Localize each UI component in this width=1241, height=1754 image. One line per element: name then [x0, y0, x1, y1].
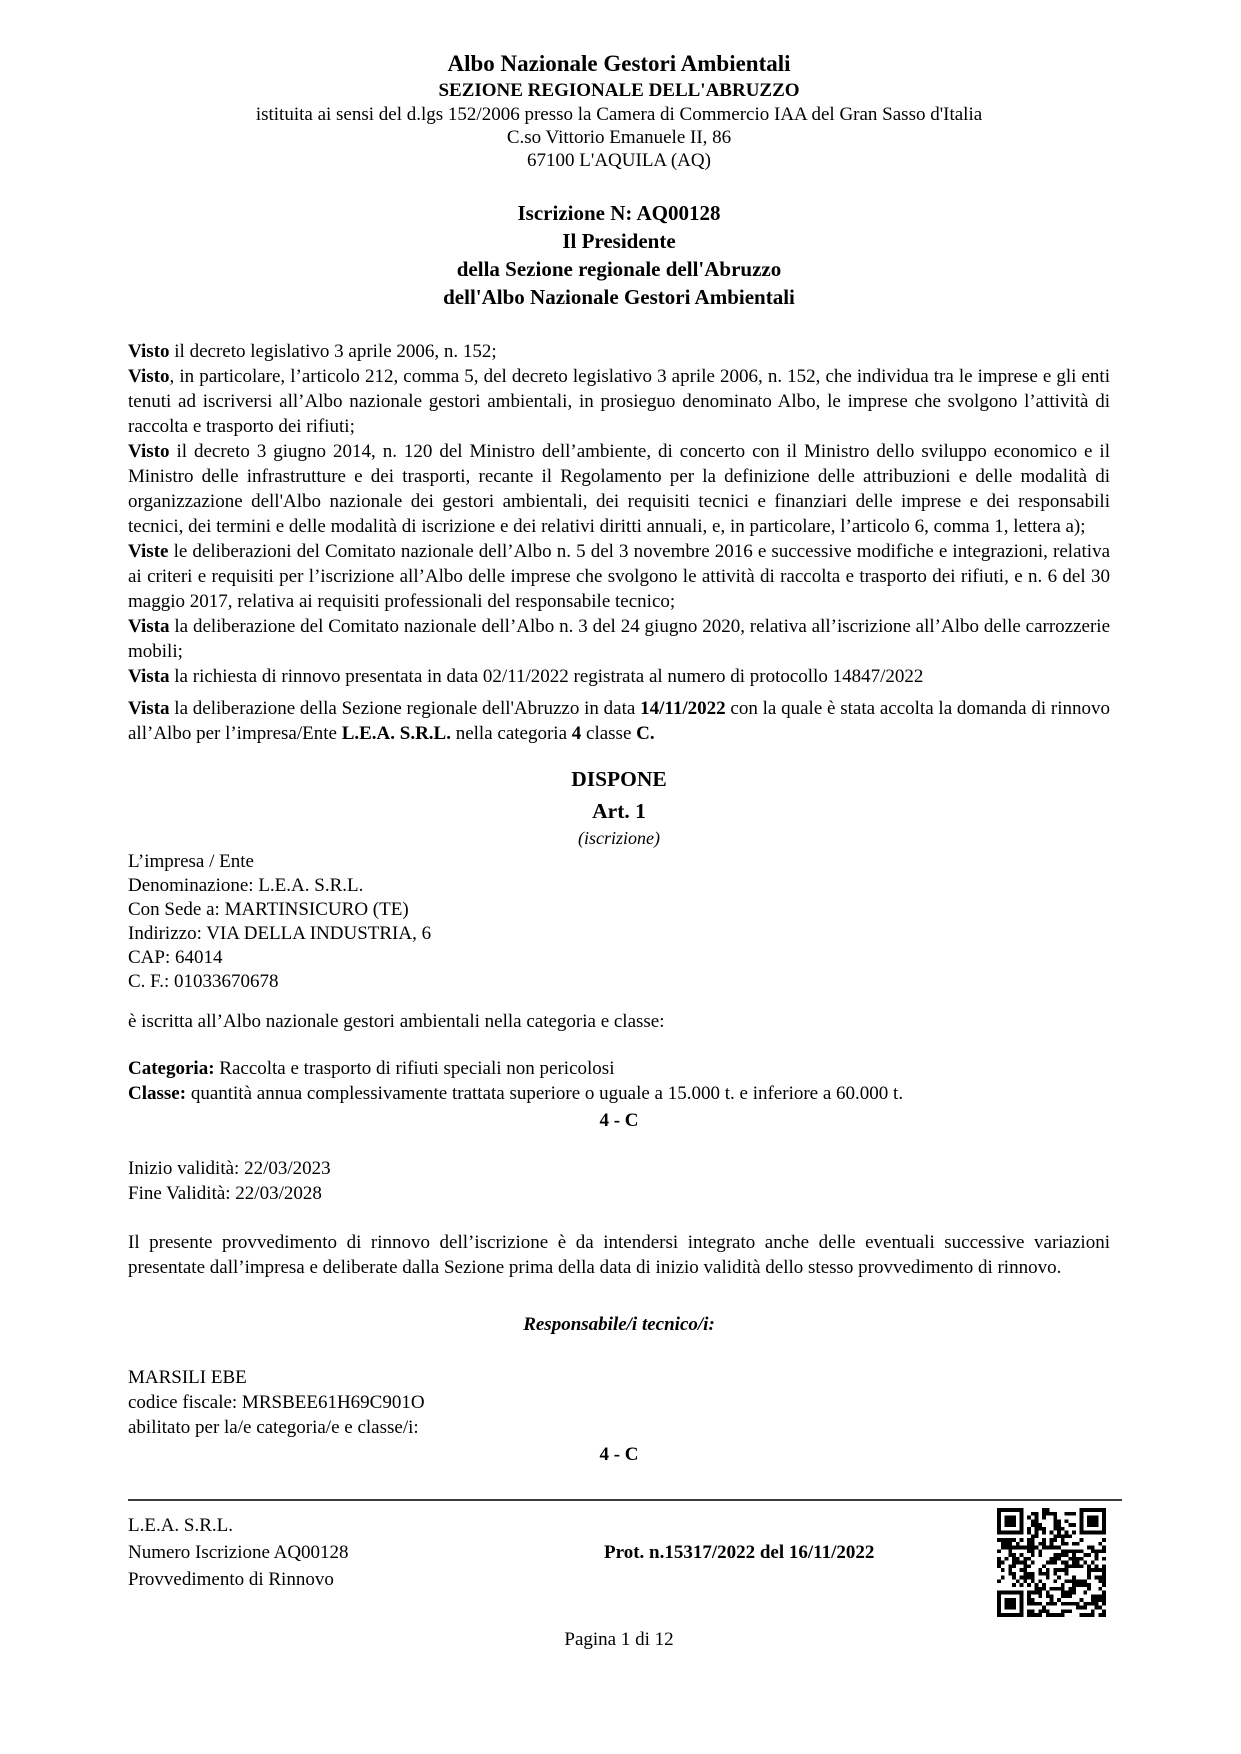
- company-intro: L’impresa / Ente: [128, 851, 254, 872]
- street-address: C.so Vittorio Emanuele II, 86: [506, 127, 732, 148]
- premise-paragraph: [128, 364, 1110, 439]
- manager-class-code: 4 - C: [599, 1444, 639, 1465]
- premise-lead: Visto: [128, 341, 170, 362]
- premise-text: la deliberazione del Comitato nazionale dell’Albo n. 3 del 24 giugno 2020, relativa all’iscrizione all’Albo delle carrozzerie mobili;: [128, 616, 1110, 662]
- manager-fiscal-code: codice fiscale: MRSBEE61H69C901O: [128, 1392, 425, 1413]
- premise-text: il decreto 3 giugno 2014, n. 120 del Ministro dell’ambiente, di concerto con il Ministro dello sviluppo economico e il Ministro delle infrastrutture e dei trasporti, recante il Regolamento per la definizione delle attribuzioni e delle modalità di organizzazione dell'Albo nazionale dei gestori ambientali, dei requisiti tecnici e finanziari delle imprese e dei responsabili tecnici, dei termini e delle modalità di iscrizione e dei relativi diritti annuali, e, in particolare, l’articolo 6, comma 1, lettera a);: [128, 441, 1110, 537]
- technical-manager-block: [128, 1365, 1110, 1440]
- organization-name: Albo Nazionale Gestori Ambientali: [447, 51, 791, 76]
- article-heading: Art. 1: [592, 799, 646, 823]
- validity-end: Fine Validità: 22/03/2028: [128, 1183, 322, 1204]
- validity-start: Inizio validità: 22/03/2023: [128, 1158, 331, 1179]
- establishment-line: istituita ai sensi del d.lgs 152/2006 presso la Camera di Commercio IAA del Gran Sasso d'Italia: [255, 104, 983, 125]
- article-subtitle: (iscrizione): [578, 828, 660, 848]
- premises-block: [128, 339, 1110, 746]
- premise-text: le deliberazioni del Comitato nazionale dell’Albo n. 5 del 3 novembre 2016 e successive modifiche e integrazioni, relativa ai criteri e requisiti per l’iscrizione all’Albo delle imprese che svolgono le attività di raccolta e trasporto dei rifiuti, e n. 6 del 30 maggio 2017, relativa ai requisiti professionali del responsabile tecnico;: [128, 541, 1110, 612]
- premise-paragraph: [128, 614, 1110, 664]
- premise-text: il decreto legislativo 3 aprile 2006, n. 152;: [169, 341, 497, 362]
- category-class-code: 4 - C: [599, 1110, 639, 1131]
- document-header: [128, 0, 1110, 172]
- premise-segment: la deliberazione della Sezione regionale dell'Abruzzo in data: [169, 698, 641, 719]
- registration-number: Iscrizione N: AQ00128: [517, 201, 721, 225]
- company-postal-code: CAP: 64014: [128, 947, 223, 968]
- premise-lead: Vista: [128, 666, 170, 687]
- premise-text: la richiesta di rinnovo presentata in data 02/11/2022 registrata al numero di protocollo 14847/2022: [169, 666, 924, 687]
- technical-manager-heading: Responsabile/i tecnico/i:: [523, 1314, 715, 1335]
- city-line: 67100 L'AQUILA (AQ): [527, 150, 711, 171]
- class-line: [128, 1081, 1110, 1106]
- company-block: [128, 850, 1110, 994]
- footer-protocol: Prot. n.15317/2022 del 16/11/2022: [604, 1542, 875, 1563]
- category-text: Raccolta e trasporto di rifiuti speciali non pericolosi: [214, 1058, 615, 1079]
- renewal-note: Il presente provvedimento di rinnovo dell’iscrizione è da intendersi integrato anche delle eventuali successive variazioni presentate dall’impresa e deliberate dalla Sezione prima della data di inizio validità dello stesso provvedimento di rinnovo.: [128, 1232, 1110, 1278]
- class-text: quantità annua complessivamente trattata superiore o uguale a 15.000 t. e inferiore a 60.000 t.: [186, 1083, 904, 1104]
- company-denomination: Denominazione: L.E.A. S.R.L.: [128, 875, 364, 896]
- premise-segment: 14/11/2022: [640, 698, 726, 719]
- company-seat: Con Sede a: MARTINSICURO (TE): [128, 899, 409, 920]
- dispone-section: [128, 763, 1110, 850]
- company-fiscal-code: C. F.: 01033670678: [128, 971, 279, 992]
- premise-lead: Viste: [128, 541, 169, 562]
- document-content: [128, 0, 1110, 1652]
- issuer-section: della Sezione regionale dell'Abruzzo: [456, 257, 782, 281]
- footer-company-name: L.E.A. S.R.L.: [128, 1515, 234, 1536]
- premise-lead: Visto: [128, 366, 170, 387]
- premise-segment: L.E.A. S.R.L.: [341, 723, 451, 744]
- regional-section: SEZIONE REGIONALE DELL'ABRUZZO: [438, 80, 800, 101]
- category-class-block: [128, 1056, 1110, 1106]
- class-label: Classe:: [128, 1083, 187, 1104]
- premise-paragraph: [128, 439, 1110, 539]
- registration-heading: [128, 199, 1110, 311]
- issuer-title: Il Presidente: [562, 229, 676, 253]
- premise-paragraph: [128, 664, 1110, 689]
- premise-text: , in particolare, l’articolo 212, comma 5, del decreto legislativo 3 aprile 2006, n. 152, che individua tra le imprese e gli enti tenuti ad iscriversi all’Albo nazionale gestori ambientali, in prosieguo denominato Albo, le imprese che svolgono l’attività di raccolta e trasporto dei rifiuti;: [128, 366, 1110, 437]
- category-line: [128, 1056, 1110, 1081]
- premise-lead: Vista: [128, 616, 170, 637]
- page-indicator: Pagina 1 di 12: [564, 1629, 674, 1650]
- premise-lead: Visto: [128, 441, 170, 462]
- registered-statement: è iscritta all’Albo nazionale gestori ambientali nella categoria e classe:: [128, 1011, 665, 1032]
- premise-segment: nella categoria: [450, 723, 572, 744]
- footer-registration: Numero Iscrizione AQ00128: [128, 1542, 349, 1563]
- premise-segment: Vista: [128, 698, 170, 719]
- qr-code-icon: [997, 1508, 1106, 1617]
- dispone-title: DISPONE: [571, 767, 667, 791]
- premise-segment: con la quale è stata accolta la domanda di rinnovo all’Albo per l’impresa/Ente: [128, 698, 1111, 744]
- page-footer: [128, 1501, 1110, 1632]
- premise-paragraph: [128, 339, 1110, 364]
- premise-segment: classe: [581, 723, 637, 744]
- premise-paragraph: [128, 539, 1110, 614]
- manager-enabled-for: abilitato per la/e categoria/e e classe/i:: [128, 1417, 419, 1438]
- premise-paragraph-final: [128, 696, 1110, 746]
- issuer-organization: dell'Albo Nazionale Gestori Ambientali: [443, 285, 795, 309]
- manager-name: MARSILI EBE: [128, 1367, 247, 1388]
- company-address: Indirizzo: VIA DELLA INDUSTRIA, 6: [128, 923, 432, 944]
- validity-block: [128, 1156, 1110, 1206]
- footer-provision: Provvedimento di Rinnovo: [128, 1569, 334, 1590]
- premise-segment: C.: [636, 723, 655, 744]
- category-label: Categoria:: [128, 1058, 215, 1079]
- premise-segment: 4: [571, 723, 582, 744]
